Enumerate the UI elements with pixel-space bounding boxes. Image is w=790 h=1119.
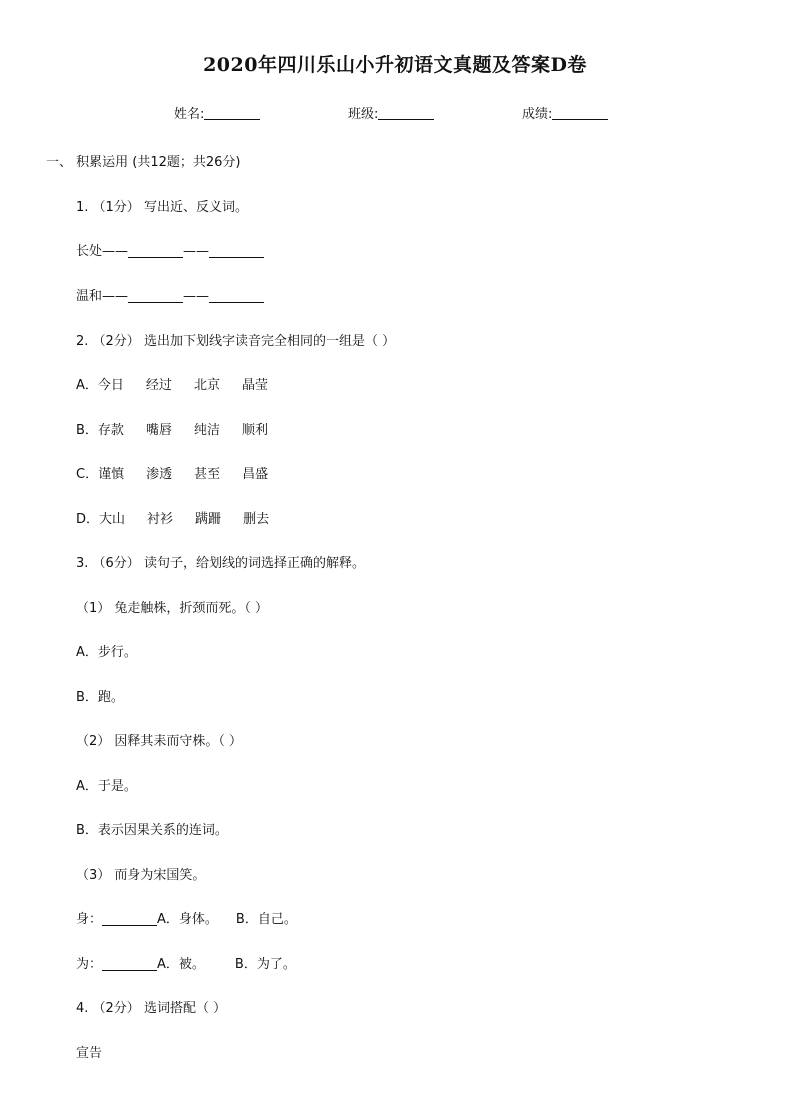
option-a[interactable]: A．被。 (157, 957, 205, 972)
name-blank[interactable] (204, 105, 260, 120)
option-c[interactable]: C．谨慎 渗透 甚至 昌盛 (76, 467, 269, 482)
question-3-sub-3-line-2: 为： A．被。 B．为了。 (76, 957, 296, 972)
page-title: 2020年四川乐山小升初语文真题及答案D卷 (203, 54, 587, 76)
answer-blank[interactable] (128, 243, 183, 258)
name-field (174, 103, 260, 122)
option-b[interactable]: B．存款 嘴唇 纯洁 顺利 (76, 423, 268, 438)
option-b[interactable]: B．自己。 (235, 912, 297, 927)
answer-blank[interactable] (209, 288, 264, 303)
question-1-line-1: 长处—— —— (76, 240, 264, 259)
question-1-stem: 1. （1分） 写出近、反义词。 (76, 200, 248, 215)
option-b[interactable]: B．表示因果关系的连词。 (76, 823, 228, 838)
answer-blank[interactable] (128, 288, 183, 303)
question-3-sub-2: （2） 因释其耒而守株。（ ） (76, 734, 243, 749)
option-a[interactable]: A．于是。 (76, 779, 137, 794)
score-label: 成绩: (522, 107, 553, 122)
class-blank[interactable] (378, 105, 434, 120)
answer-blank[interactable] (102, 911, 157, 926)
score-blank[interactable] (552, 105, 608, 120)
question-4-word: 宣告 (76, 1046, 103, 1061)
question-2-stem: 2. （2分） 选出加下划线字读音完全相同的一组是（ ） (76, 334, 396, 349)
option-a[interactable]: A．身体。 (157, 912, 218, 927)
class-label: 班级: (348, 107, 379, 122)
answer-blank[interactable] (102, 956, 157, 971)
answer-blank[interactable] (209, 243, 264, 258)
option-d[interactable]: D．大山 衬衫 蹒跚 删去 (76, 512, 270, 527)
class-field (348, 103, 434, 122)
score-field (522, 103, 608, 122)
question-3-sub-3: （3） 而身为宋国笑。 (76, 868, 206, 883)
option-b[interactable]: B．跑。 (76, 690, 124, 705)
section-heading: 一、 积累运用 (共12题；共26分) (46, 155, 241, 170)
option-a[interactable]: A．今日 经过 北京 晶莹 (76, 378, 268, 393)
question-4-stem: 4. （2分） 选词搭配（ ） (76, 1001, 227, 1016)
question-3-stem: 3. （6分） 读句子，给划线的词选择正确的解释。 (76, 556, 365, 571)
name-label: 姓名: (174, 107, 205, 122)
question-3-sub-1: （1） 兔走触株，折颈而死。（ ） (76, 601, 269, 616)
option-a[interactable]: A．步行。 (76, 645, 137, 660)
question-1-line-2: 温和—— —— (76, 285, 264, 304)
question-3-sub-3-line-1: 身： A．身体。 B．自己。 (76, 912, 297, 927)
option-b[interactable]: B．为了。 (234, 957, 296, 972)
